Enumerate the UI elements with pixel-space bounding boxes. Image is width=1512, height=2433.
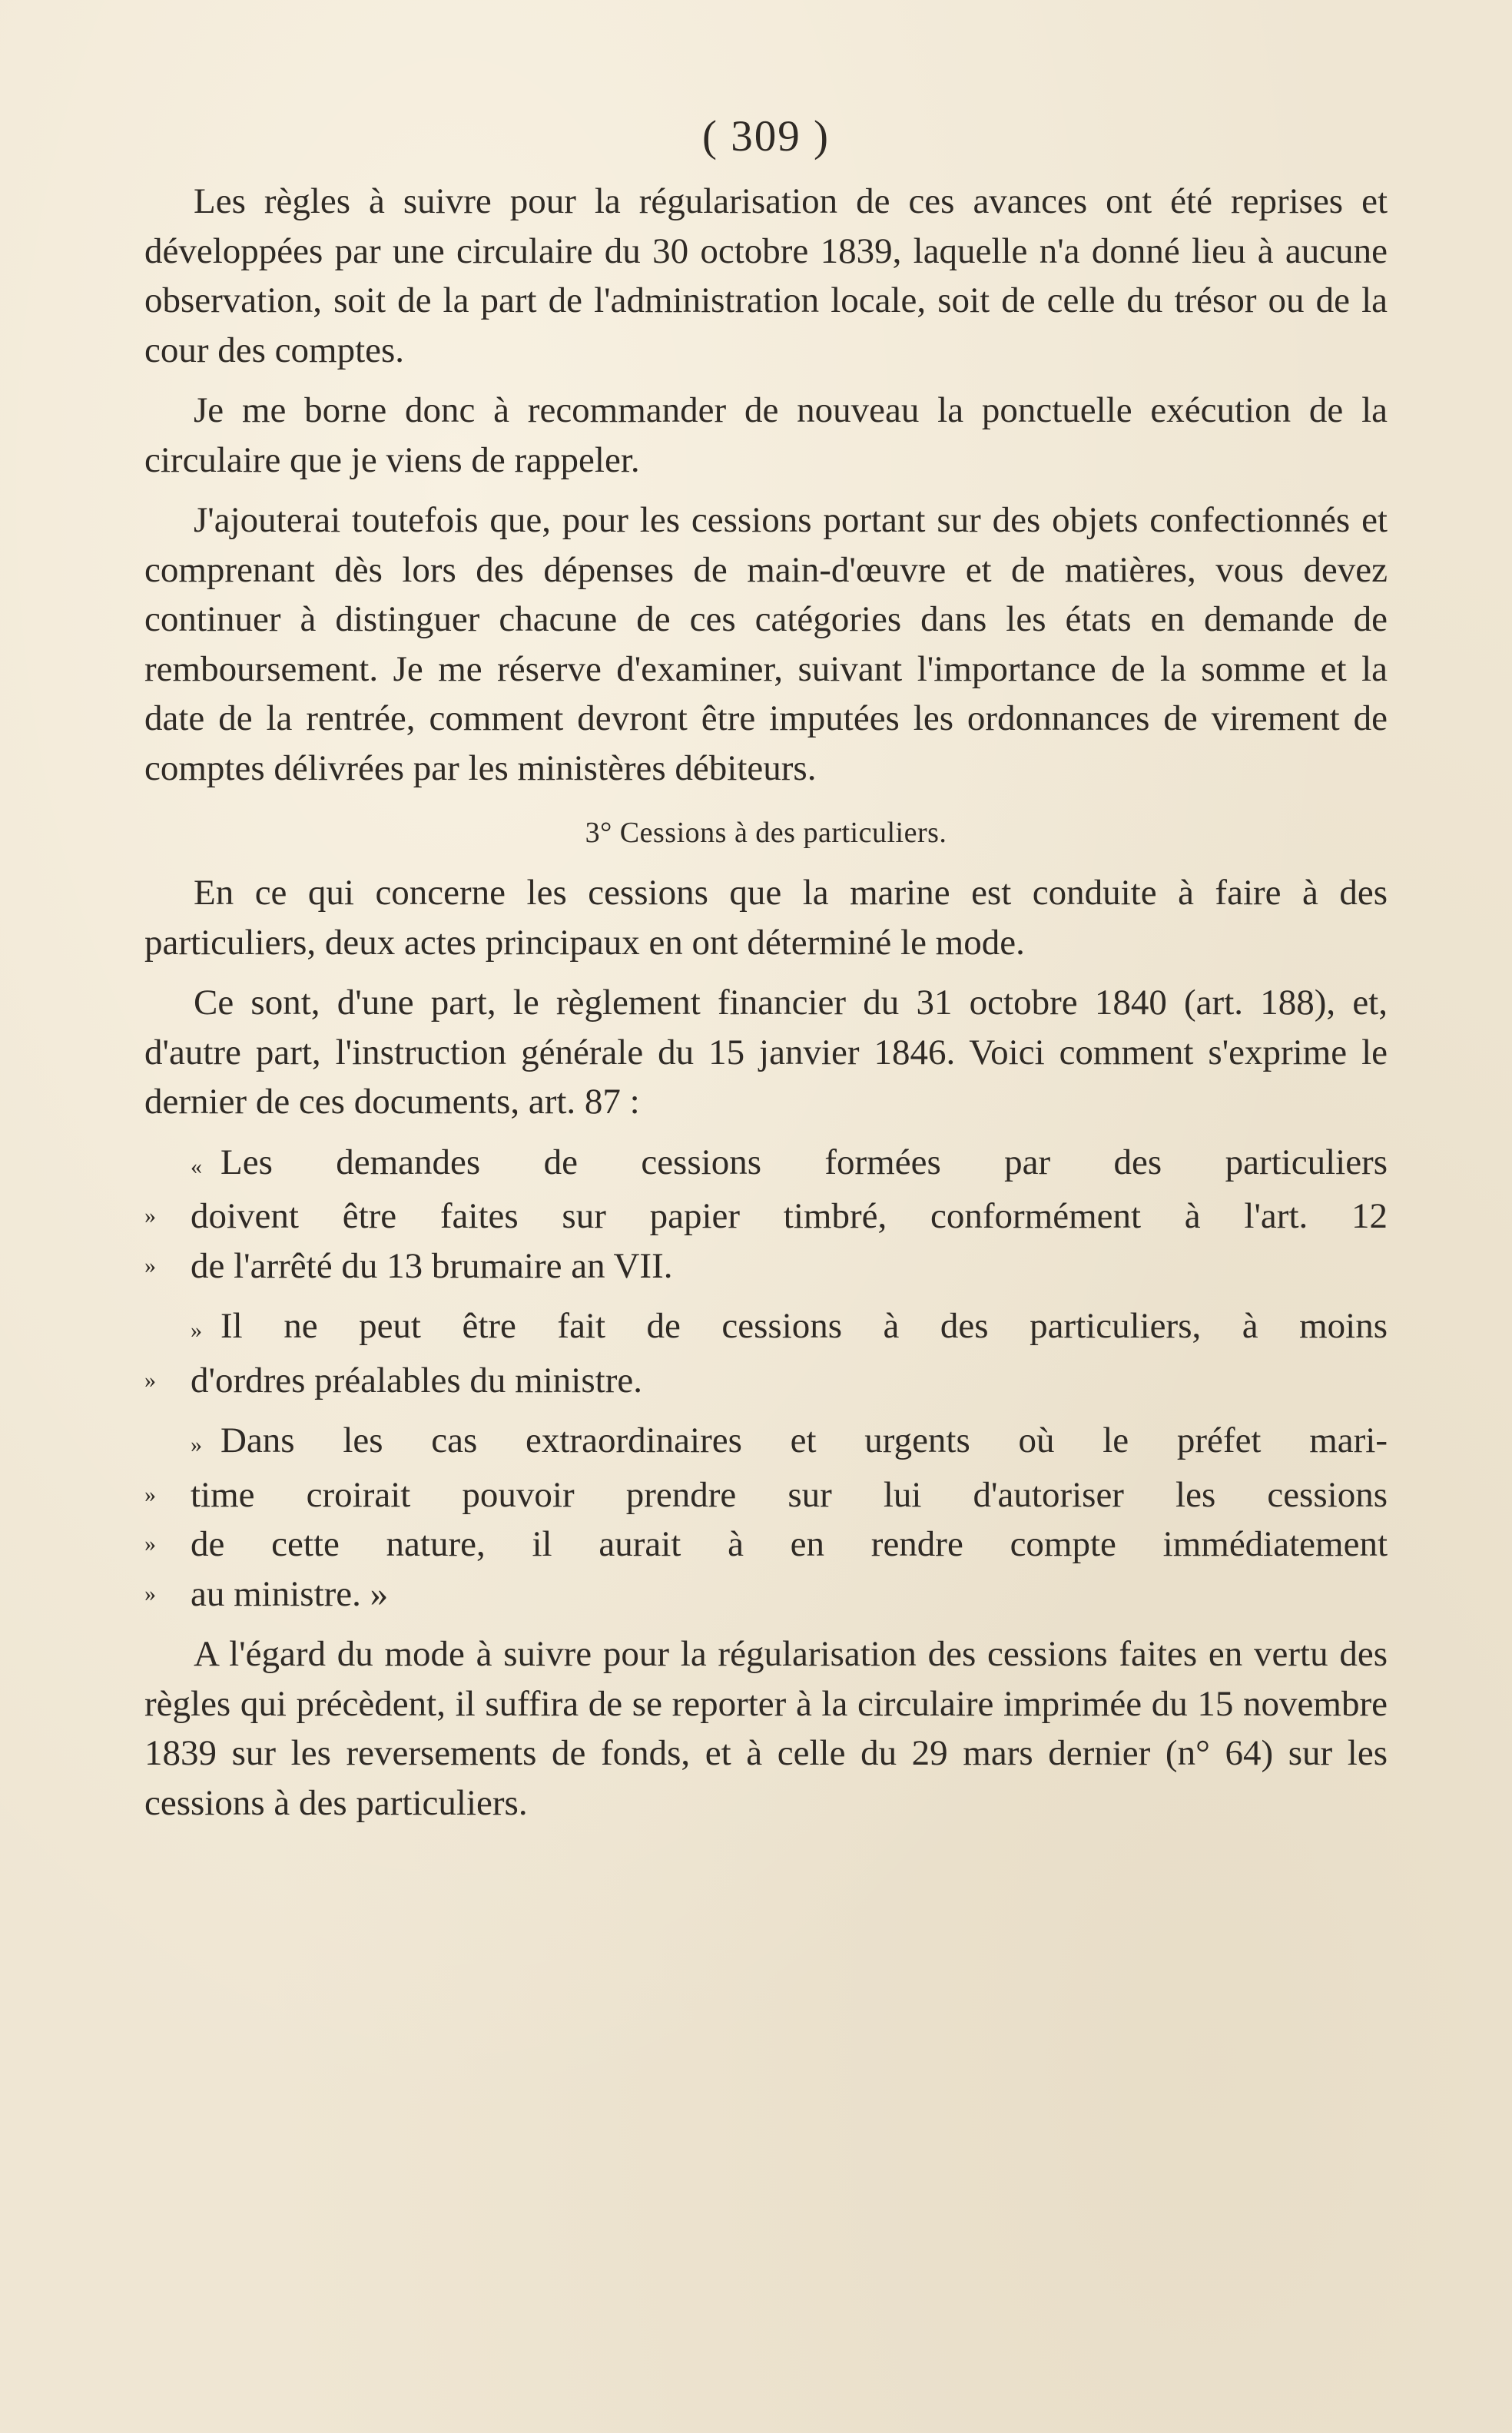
quote-line [144, 1356, 1388, 1406]
quote-line [144, 1192, 1388, 1241]
quote-line [144, 1138, 1388, 1192]
section-heading: 3° Cessions à des particuliers. [585, 817, 947, 849]
quote-mark: « [191, 1153, 202, 1179]
quote-ordres-prealables [144, 1301, 1388, 1405]
quote-text: au ministre. » [191, 1573, 389, 1614]
quote-text: de l'arrêté du 13 brumaire an VII. [191, 1245, 673, 1286]
quote-text: Il ne peut être fait de cessions à des particuliers, à moins [220, 1306, 1388, 1346]
quote-line [144, 1301, 1388, 1356]
quote-text: de cette nature, il aurait à en rendre compte immédiatement [191, 1524, 1388, 1564]
paragraph-reglement-financier: Ce sont, d'une part, le règlement financier du 31 octobre 1840 (art. 188), et, d'autre part, l'instruction générale du 15 janvier 1846. Voici comment s'exprime le dernier de ces documents, art. 87 : [144, 983, 1388, 1122]
quote-text: Dans les cas extraordinaires et urgents où le préfet mari- [220, 1420, 1388, 1460]
paragraph-cessions-particuliers: En ce qui concerne les cessions que la marine est conduite à faire à des particuliers, deux actes principaux en ont déterminé le mode. [144, 873, 1388, 963]
quote-mark: » [191, 1432, 202, 1457]
quote-mark: » [144, 1203, 156, 1228]
quote-mark: » [144, 1252, 156, 1278]
quote-text: d'ordres préalables du ministre. [191, 1360, 642, 1400]
paragraph-regularisation: Les règles à suivre pour la régularisation de ces avances ont été reprises et développées par une circulaire du 30 octobre 1839, laquelle n'a donné lieu à aucune observation, soit de la part de l'administration locale, soit de celle du trésor ou de la cour des comptes. [144, 181, 1388, 370]
paragraph-regularisation-cessions: A l'égard du mode à suivre pour la régularisation des cessions faites en vertu des règles qui précèdent, il suffira de se reporter à la circulaire imprimée du 15 novembre 1839 sur les reversements de fonds, et à celle du 29 mars dernier (n° 64) sur les cessions à des particuliers. [144, 1634, 1388, 1823]
quote-text: time croirait pouvoir prendre sur lui d'autoriser les cessions [191, 1474, 1388, 1515]
quote-text: doivent être faites sur papier timbré, conformément à l'art. 12 [191, 1196, 1388, 1236]
quote-text: Les demandes de cessions formées par des particuliers [220, 1142, 1388, 1182]
paragraph-objets-confectionnes: J'ajouterai toutefois que, pour les cessions portant sur des objets confectionnés et comprenant dès lors des dépenses de main-d'œuvre et de matières, vous devez continuer à distinguer chacune de ces catégories dans les états en demande de remboursement. Je me réserve d'examiner, suivant l'importance de la somme et la date de la rentrée, comment devront être imputées les ordonnances de virement de comptes délivrées par les ministères débiteurs. [144, 500, 1388, 788]
quote-line [144, 1520, 1388, 1570]
quote-line [144, 1470, 1388, 1520]
quote-line [144, 1570, 1388, 1619]
page-number: ( 309 ) [702, 112, 830, 161]
quote-cas-extraordinaires [144, 1416, 1388, 1619]
quote-demandes [144, 1138, 1388, 1291]
quote-mark: » [191, 1318, 202, 1343]
quote-line [144, 1241, 1388, 1291]
quote-mark: » [144, 1580, 156, 1606]
quote-line [144, 1416, 1388, 1470]
page-text [144, 106, 1388, 1828]
quote-mark: » [144, 1531, 156, 1556]
paragraph-recommandation: Je me borne donc à recommander de nouveau la ponctuelle exécution de la circulaire que je viens de rappeler. [144, 390, 1388, 480]
quote-mark: » [144, 1367, 156, 1393]
quote-mark: » [144, 1481, 156, 1507]
